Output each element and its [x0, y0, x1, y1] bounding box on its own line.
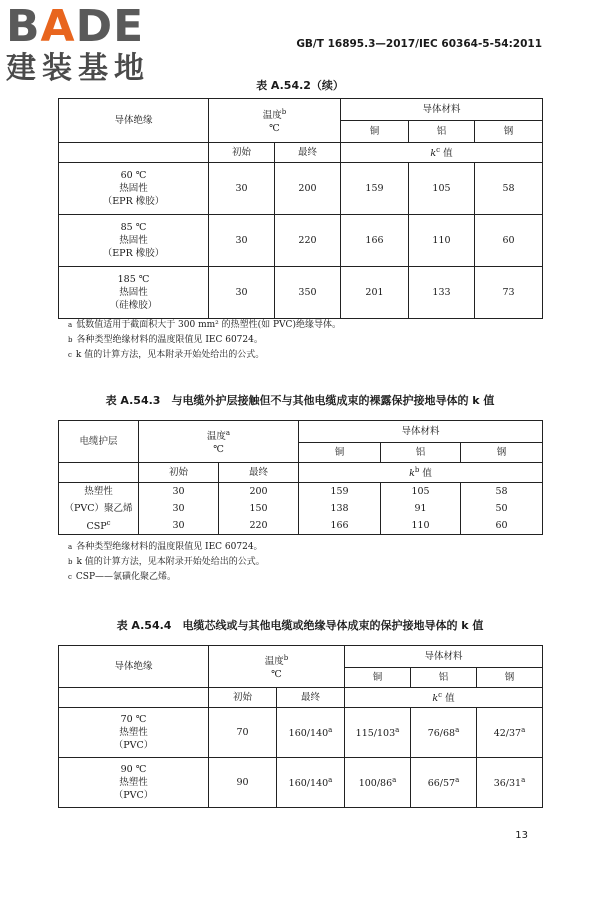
- cell-aluminium: 76/68$^a$: [411, 708, 477, 758]
- header-k-value: $k^c$ 值: [345, 688, 543, 708]
- standard-code: GB/T 16895.3—2017/IEC 60364-5-54:2011: [296, 38, 542, 50]
- material-steel: 钢: [461, 443, 543, 463]
- cell-final: 200: [219, 483, 299, 500]
- table-row: [59, 215, 543, 267]
- footnote: $^c$ k 值的计算方法，见本附录开始处给出的公式。: [68, 350, 265, 360]
- cell-aluminium: 105: [381, 483, 461, 500]
- cell-copper: 115/103$^a$: [345, 708, 411, 758]
- table-a54-4: [58, 645, 543, 808]
- cell-steel: 50: [461, 500, 543, 517]
- cell-initial: 70: [209, 708, 277, 758]
- row-insulation: 185 ℃ 热固性 （硅橡胶）: [59, 267, 209, 319]
- header-initial: 初始: [209, 688, 277, 708]
- cell-copper: 159: [299, 483, 381, 500]
- cell-initial: 30: [139, 500, 219, 517]
- header-temperature: 温度$^b$ ℃: [209, 646, 345, 688]
- row-sheath: （PVC）聚乙烯: [59, 500, 139, 517]
- material-aluminium: 铝: [381, 443, 461, 463]
- cell-aluminium: 110: [409, 215, 475, 267]
- cell-copper: 166: [341, 215, 409, 267]
- header-initial: 初始: [139, 463, 219, 483]
- table1-notes: [68, 318, 341, 363]
- header-final: 最终: [219, 463, 299, 483]
- cell-aluminium: 105: [409, 163, 475, 215]
- header-material: 导体材料: [345, 646, 543, 668]
- material-steel: 钢: [475, 121, 543, 143]
- header-k-value: $k^c$ 值: [341, 143, 543, 163]
- cell-copper: 159: [341, 163, 409, 215]
- footnote: $^b$ 各种类型绝缘材料的温度限值见 IEC 60724。: [68, 335, 263, 345]
- cell-aluminium: 66/57$^a$: [411, 758, 477, 808]
- row-insulation: 85 ℃ 热固性 （EPR 橡胶）: [59, 215, 209, 267]
- cell-final: 220: [275, 215, 341, 267]
- cell-steel: 58: [461, 483, 543, 500]
- cell-final: 350: [275, 267, 341, 319]
- table2-caption: 表 A.54.3 与电缆外护层接触但不与其他电缆成束的裸露保护接地导体的 k 值: [105, 394, 495, 407]
- table-row: [59, 267, 543, 319]
- material-copper: 铜: [341, 121, 409, 143]
- cell-copper: 201: [341, 267, 409, 319]
- header-insulation-spacer: [59, 143, 209, 163]
- header-temperature: 温度$^a$ ℃: [139, 421, 299, 463]
- header-final: 最终: [275, 143, 341, 163]
- material-steel: 钢: [477, 668, 543, 688]
- table-row: [59, 758, 543, 808]
- table-row: [59, 483, 543, 500]
- cell-aluminium: 91: [381, 500, 461, 517]
- row-sheath: CSP$^c$: [59, 517, 139, 535]
- header-sheath: 电缆护层: [59, 421, 139, 463]
- row-insulation: 90 ℃ 热塑性 （PVC）: [59, 758, 209, 808]
- cell-steel: 73: [475, 267, 543, 319]
- cell-copper: 166: [299, 517, 381, 535]
- header-insulation: 导体绝缘: [59, 646, 209, 688]
- header-insulation-spacer: [59, 688, 209, 708]
- cell-aluminium: 133: [409, 267, 475, 319]
- cell-final: 160/140$^a$: [277, 758, 345, 808]
- cell-final: 200: [275, 163, 341, 215]
- cell-final: 150: [219, 500, 299, 517]
- material-copper: 铜: [345, 668, 411, 688]
- table-a54-2: [58, 98, 543, 319]
- cell-copper: 100/86$^a$: [345, 758, 411, 808]
- table1-caption: 表 A.54.2（续）: [256, 79, 344, 92]
- row-sheath: 热塑性: [59, 483, 139, 500]
- footnote: $^a$ 低数值适用于截面积大于 300 mm² 的热塑性(如 PVC)绝缘导体。: [68, 320, 341, 330]
- cell-initial: 30: [209, 267, 275, 319]
- cell-steel: 58: [475, 163, 543, 215]
- table-a54-3: [58, 420, 543, 535]
- header-material: 导体材料: [299, 421, 543, 443]
- material-aluminium: 铝: [409, 121, 475, 143]
- cell-steel: 36/31$^a$: [477, 758, 543, 808]
- table-row: [59, 517, 543, 535]
- cell-initial: 30: [139, 483, 219, 500]
- page-number: 13: [515, 830, 528, 841]
- cell-steel: 42/37$^a$: [477, 708, 543, 758]
- cell-initial: 30: [209, 163, 275, 215]
- header-material: 导体材料: [341, 99, 543, 121]
- table-row: [59, 163, 543, 215]
- cell-initial: 30: [209, 215, 275, 267]
- cell-aluminium: 110: [381, 517, 461, 535]
- brand-logo: [6, 1, 176, 86]
- cell-steel: 60: [475, 215, 543, 267]
- header-sheath-spacer: [59, 463, 139, 483]
- cell-steel: 60: [461, 517, 543, 535]
- logo-subtitle: 建装基地: [6, 51, 150, 86]
- table-row: [59, 500, 543, 517]
- row-insulation: 70 ℃ 热塑性 （PVC）: [59, 708, 209, 758]
- material-aluminium: 铝: [411, 668, 477, 688]
- header-temperature: 温度$^b$ ℃: [209, 99, 341, 143]
- table-row: [59, 708, 543, 758]
- cell-initial: 30: [139, 517, 219, 535]
- header-k-value: $k^b$ 值: [299, 463, 543, 483]
- table3-caption: 表 A.54.4 电缆芯线或与其他电缆或绝缘导体成束的保护接地导体的 k 值: [116, 619, 484, 632]
- table2-notes: [68, 540, 265, 585]
- cell-initial: 90: [209, 758, 277, 808]
- cell-final: 160/140$^a$: [277, 708, 345, 758]
- footnote: $^a$ 各种类型绝缘材料的温度限值见 IEC 60724。: [68, 542, 263, 552]
- header-final: 最终: [277, 688, 345, 708]
- row-insulation: 60 ℃ 热固性 （EPR 橡胶）: [59, 163, 209, 215]
- cell-final: 220: [219, 517, 299, 535]
- material-copper: 铜: [299, 443, 381, 463]
- header-insulation: 导体绝缘: [59, 99, 209, 143]
- footnote: $^b$ k 值的计算方法，见本附录开始处给出的公式。: [68, 557, 265, 567]
- header-initial: 初始: [209, 143, 275, 163]
- logo-wordmark: BADE: [6, 1, 145, 52]
- footnote: $^c$ CSP——氯磺化聚乙烯。: [68, 572, 177, 582]
- cell-copper: 138: [299, 500, 381, 517]
